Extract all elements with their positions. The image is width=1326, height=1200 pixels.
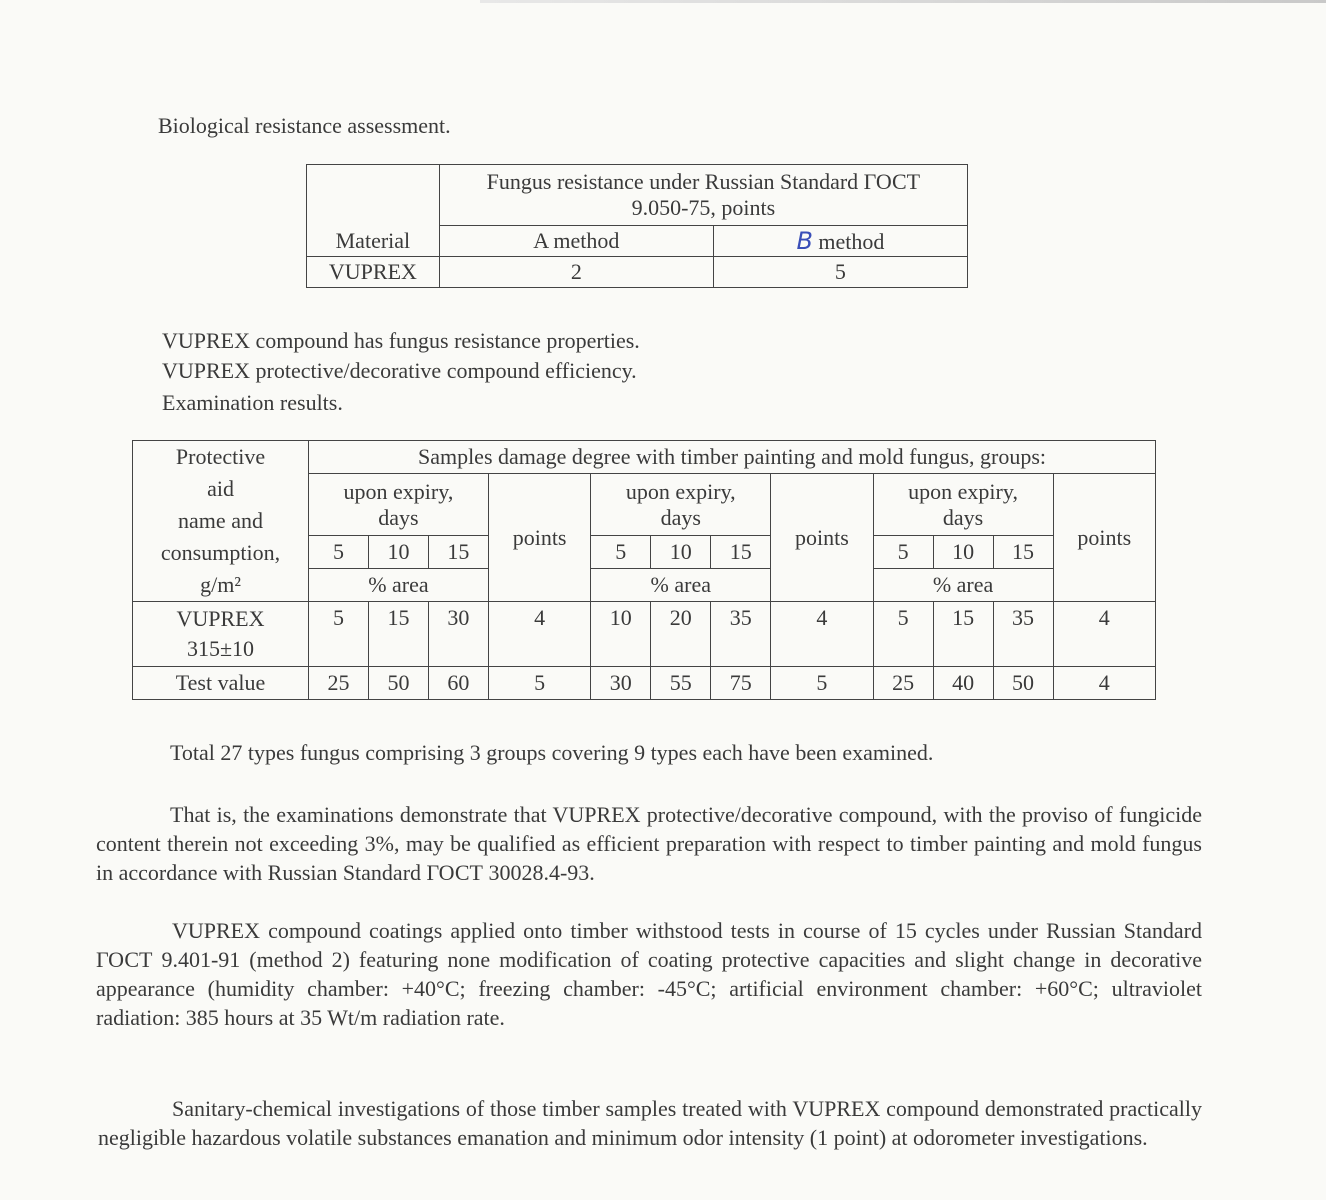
method-a-value: 2 <box>439 257 713 288</box>
test-value: 60 <box>428 667 488 700</box>
vuprex-value: 10 <box>591 602 651 667</box>
paragraph-text: Sanitary-chemical investigations of those timber samples treated with VUPREX compound demonstrated practically negligible hazardous volatile substances emanation and minimum odor intensity (1 point) at odorometer investigations. <box>98 1096 1202 1150</box>
total-note: Total 27 types fungus comprising 3 groups covering 9 types each have been examined. <box>170 740 934 765</box>
fungus-resistance-header <box>439 165 967 226</box>
vuprex-label: VUPREX <box>176 606 265 631</box>
fungus-header-line1: Fungus resistance under Russian Standard ГОСТ <box>486 169 921 194</box>
test-value-label: Test value <box>133 667 309 700</box>
samples-damage-header: Samples damage degree with timber painting and mold fungus, groups: <box>309 441 1156 474</box>
paragraph-coatings <box>96 916 1202 1032</box>
points-header-group1: points <box>488 474 590 602</box>
area-label-g2: % area <box>591 569 771 602</box>
test-value: 40 <box>933 667 993 700</box>
handwritten-b-mark: B <box>796 227 813 255</box>
test-value: 55 <box>651 667 711 700</box>
vuprex-points: 4 <box>771 602 873 667</box>
vuprex-value: 15 <box>933 602 993 667</box>
material-header: Material <box>307 165 440 257</box>
test-points: 5 <box>771 667 873 700</box>
paragraph-sanitary <box>98 1094 1202 1152</box>
test-points: 5 <box>488 667 590 700</box>
test-value: 50 <box>993 667 1053 700</box>
day-5-g1: 5 <box>309 536 369 569</box>
day-15-g1: 15 <box>428 536 488 569</box>
paragraph-conclusion <box>96 800 1202 887</box>
damage-degree-table <box>132 440 1156 700</box>
intro-line-1: VUPREX compound has fungus resistance properties. <box>162 328 640 353</box>
vuprex-value: 30 <box>428 602 488 667</box>
col1-header-line: name and <box>178 508 263 533</box>
col1-header-line: aid <box>207 476 234 501</box>
vuprex-value: 5 <box>873 602 933 667</box>
day-15-g3: 15 <box>993 536 1053 569</box>
expiry-header-group3: upon expiry, days <box>873 474 1053 536</box>
expiry-header-group1: upon expiry, days <box>309 474 489 536</box>
vuprex-value: 5 <box>309 602 369 667</box>
day-15-g2: 15 <box>711 536 771 569</box>
method-b-text: method <box>812 229 885 254</box>
test-points: 4 <box>1053 667 1156 700</box>
vuprex-row-label <box>133 602 309 667</box>
section-heading: Biological resistance assessment. <box>158 113 451 138</box>
protective-aid-header <box>133 441 309 602</box>
vuprex-points: 4 <box>1053 602 1156 667</box>
col1-header-line: consumption, <box>160 540 281 565</box>
col1-header-line: g/m² <box>200 572 241 597</box>
vuprex-value: 35 <box>993 602 1053 667</box>
area-label-g3: % area <box>873 569 1053 602</box>
test-value: 30 <box>591 667 651 700</box>
points-header-group2: points <box>771 474 873 602</box>
day-10-g1: 10 <box>368 536 428 569</box>
area-label-g1: % area <box>309 569 489 602</box>
material-vuprex: VUPREX <box>307 257 440 288</box>
method-a-header: A method <box>439 226 713 257</box>
scan-edge-rule <box>480 0 1326 3</box>
day-10-g3: 10 <box>933 536 993 569</box>
test-value: 75 <box>711 667 771 700</box>
vuprex-points: 4 <box>488 602 590 667</box>
col1-header-line: Protective <box>175 444 266 469</box>
method-b-value: 5 <box>713 257 967 288</box>
test-value: 50 <box>368 667 428 700</box>
day-5-g2: 5 <box>591 536 651 569</box>
points-header-group3: points <box>1053 474 1156 602</box>
vuprex-value: 20 <box>651 602 711 667</box>
vuprex-value: 15 <box>368 602 428 667</box>
day-10-g2: 10 <box>651 536 711 569</box>
day-5-g3: 5 <box>873 536 933 569</box>
intro-line-3: Examination results. <box>162 390 343 415</box>
expiry-header-group2: upon expiry, days <box>591 474 771 536</box>
intro-line-2: VUPREX protective/decorative compound efficiency. <box>162 358 637 383</box>
vuprex-consumption: 315±10 <box>186 636 255 661</box>
paragraph-text: VUPREX compound coatings applied onto timber withstood tests in course of 15 cycles under Russian Standard ГОСТ 9.401-91 (method 2) featuring none modification of coating protective capacities and slight change in decorative appearance (humidity chamber: +40°C; freezing chamber: -45°C; artificial environment chamber: +60°C; ultraviolet radiation: 385 hours at 35 Wt/m radiation rate. <box>96 918 1202 1030</box>
paragraph-text: That is, the examinations demonstrate that VUPREX protective/decorative compound, with the proviso of fungicide content therein not exceeding 3%, may be qualified as efficient preparation with respect to timber painting and mold fungus in accordance with Russian Standard ГОСТ 30028.4-93. <box>96 802 1202 885</box>
vuprex-value: 35 <box>711 602 771 667</box>
fungus-header-line2: 9.050-75, points <box>631 195 776 220</box>
method-b-header <box>713 226 967 257</box>
test-value: 25 <box>309 667 369 700</box>
test-value: 25 <box>873 667 933 700</box>
fungus-resistance-table <box>306 164 968 288</box>
